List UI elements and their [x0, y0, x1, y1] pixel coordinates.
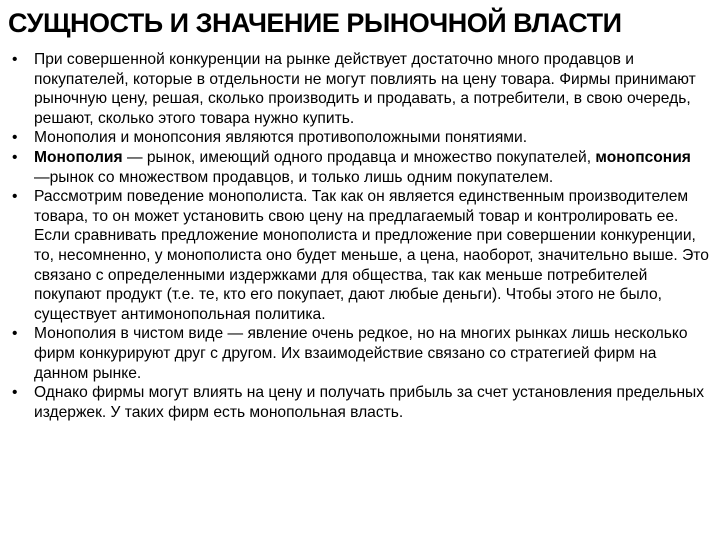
bullet-pure-monopoly — [8, 324, 710, 383]
term-monopsony: монопсония — [595, 148, 691, 166]
bullet-monopolist-behavior — [8, 187, 710, 324]
bullet-dot-icon: • — [12, 188, 18, 206]
bullet-text: Монополия и монопсония являются противоположными понятиями. — [34, 129, 528, 147]
bullet-definitions — [8, 148, 710, 187]
bullet-perfect-competition — [8, 50, 710, 128]
bullet-dot-icon: • — [12, 51, 18, 68]
bullet-dot-icon: • — [12, 148, 18, 166]
bullet-dot-icon: • — [12, 129, 18, 147]
bullet-dot-icon: • — [12, 325, 18, 343]
term-monopoly: Монополия — [34, 148, 123, 166]
bullet-dot-icon: • — [12, 384, 18, 402]
bullet-list — [8, 50, 710, 422]
bullet-monopoly-monopsony — [8, 128, 710, 148]
definition-monopoly: — рынок, имеющий одного продавца и множество покупателей, — [122, 148, 596, 166]
bullet-market-power — [8, 383, 710, 422]
bullet-text: Рассмотрим поведение монополиста. Так как он является единственным производителем товара, то он может установить свою цену на предлагаемый товар и контролировать ее. Если сравнивать предложение монополиста и предложение при совершении конкуренции, то, несомненно, у монополиста оно будет меньше, а цена, наоборот, значительно выше. Это связано с определенными издержками для общества, так как меньше потребителей покупают продукт (т.е. те, кто его покупает, дают любые деньги). Чтобы этого не было, существует антимонопольная политика. — [34, 188, 709, 323]
definition-monopsony: —рынок со множеством продавцов, и только лишь одним покупателем. — [34, 168, 554, 186]
bullet-text: При совершенной конкуренции на рынке действует достаточно много продавцов и покупателей, которые в отдельности не могут повлиять на цену товара. Фирмы принимают рыночную цену, решая, сколько производить и продавать, а потребители, в свою очередь, решают, сколько этого товара нужно купить. — [34, 51, 696, 127]
bullet-text: Однако фирмы могут влиять на цену и получать прибыль за счет установления предельных издержек. У таких фирм есть монопольная власть. — [34, 384, 705, 421]
slide-title: СУЩНОСТЬ И ЗНАЧЕНИЕ РЫНОЧНОЙ ВЛАСТИ — [8, 8, 622, 38]
bullet-text: Монополия в чистом виде — явление очень редкое, но на многих рынках лишь несколько фирм конкурируют друг с другом. Их взаимодействие связано со стратегией фирм на данном рынке. — [34, 325, 688, 382]
